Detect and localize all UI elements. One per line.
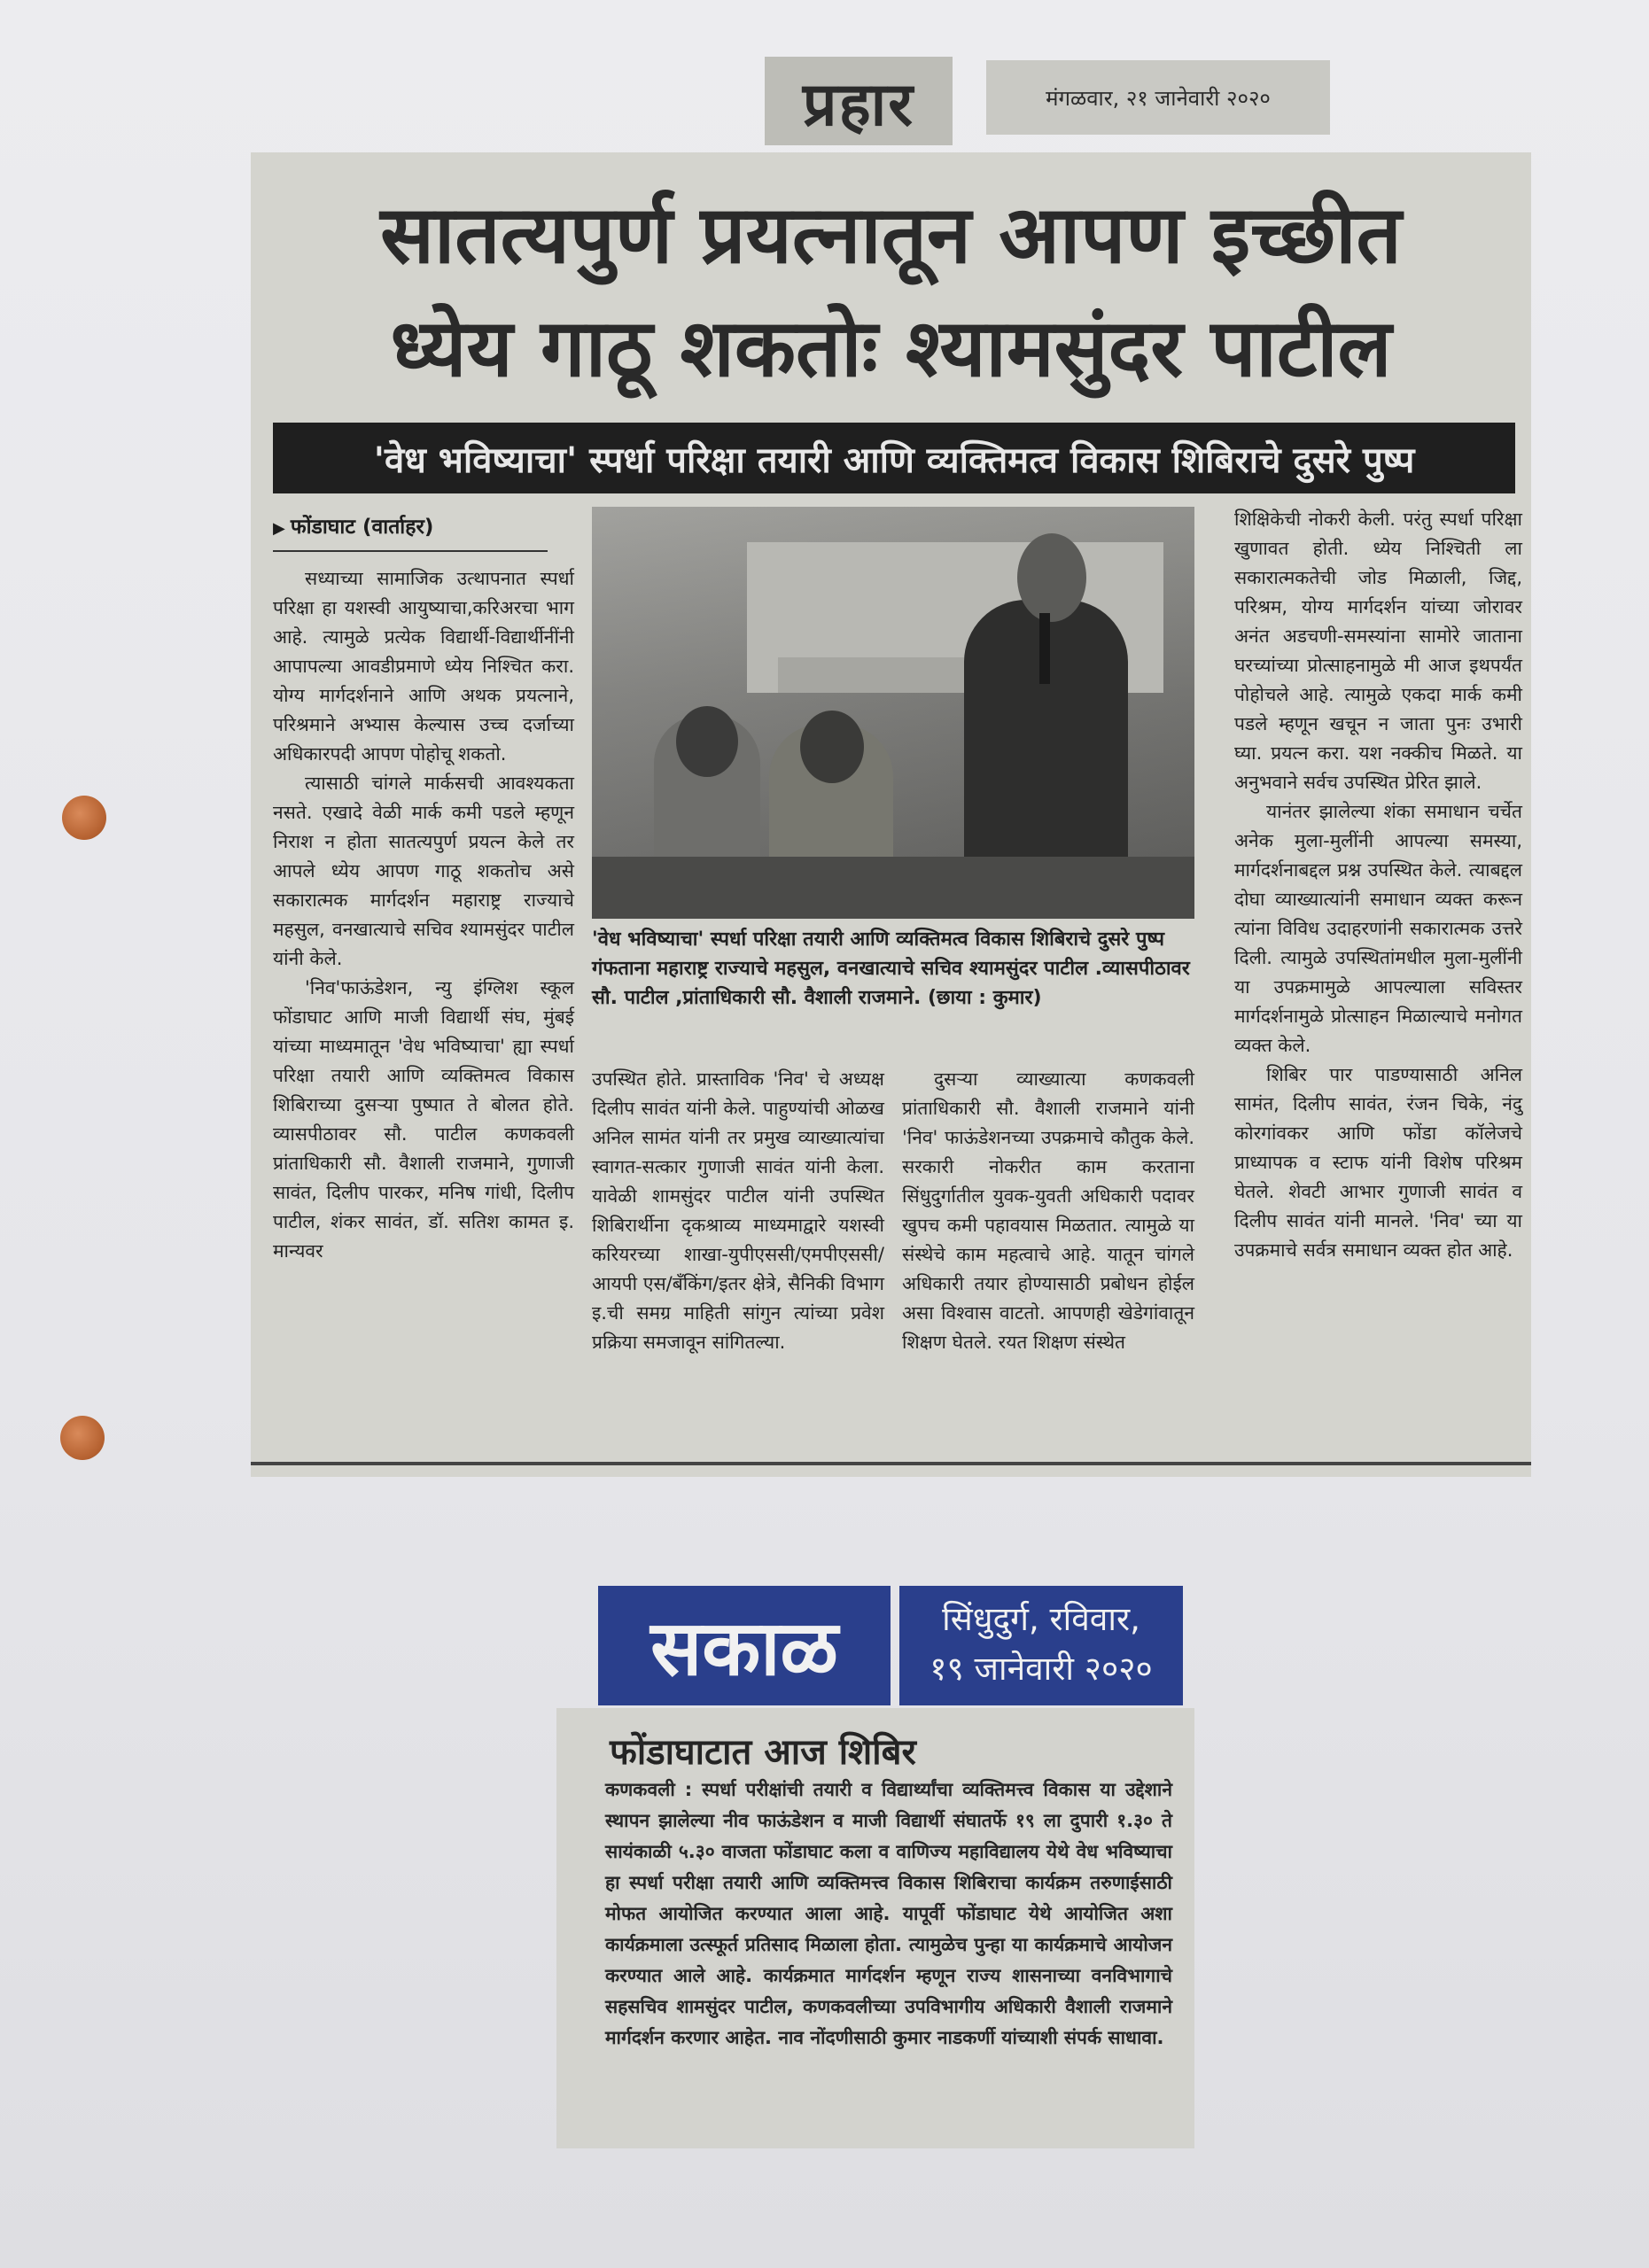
column-2 xyxy=(592,1065,884,1357)
paragraph: शिक्षिकेची नोकरी केली. परंतु स्पर्धा परिक्षा खुणावत होती. ध्येय निश्चिती ला सकारात्मकतेची जोड मिळाली, जिद्द, परिश्रम, योग्य मार्गदर्शन यांच्या जोरावर अनंत अडचणी-समस्यांना सामोरे जाताना घरच्यांच्या प्रोत्साहनामुळे मी आज इथपर्यंत पोहोचले आहे. त्यामुळे एकदा मार्क कमी पडले म्हणून खचून न जाता पुनः उभारी घ्या. प्रयत्न करा. यश नक्कीच मिळते. या अनुभवाने सर्वच उपस्थित प्रेरित झाले. xyxy=(1234,509,1522,793)
column-3 xyxy=(902,1065,1194,1357)
paragraph: शिबिर पार पाडण्यासाठी अनिल सामंत, दिलीप सावंत, रंजन चिके, नंदु कोरगांवकर आणि फोंडा कॉलेजचे प्राध्यापक व स्टाफ यांनी विशेष परिश्रम घेतले. शेवटी आभार गुणाजी सावंत व दिलीप सावंत यांनी मानले. 'निव' च्या या उपक्रमाचे सर्वत्र समाधान व्यक्त होत आहे. xyxy=(1234,1064,1522,1261)
headline xyxy=(251,179,1531,406)
triangle-icon: ▶ xyxy=(273,519,285,538)
prahar-masthead xyxy=(765,57,953,145)
prahar-masthead-text: प्रहार xyxy=(802,69,915,140)
sakal-date-line1: सिंधुदुर्ग, रविवार, xyxy=(942,1600,1140,1638)
paragraph: दुसऱ्या व्याख्यात्या कणकवली प्रांताधिकारी सौ. वैशाली राजमाने यांनी 'निव' फाऊंडेशनच्या उपक्रमाचे कौतुक केले. सरकारी नोकरीत काम करताना सिंधुदुर्गातील युवक-युवती अधिकारी पदावर खुपच कमी पहावयास मिळतात. त्यामुळे या संस्थेचे काम महत्वाचे आहे. यातून चांगले अधिकारी तयार होण्यासाठी प्रबोधन होईल असा विश्वास वाटतो. आपणही खेडेगांवातून शिक्षण घेतले. रयत शिक्षण संस्थेत xyxy=(902,1068,1194,1353)
sakal-masthead-text: सकाळ xyxy=(650,1604,838,1693)
paragraph: उपस्थित होते. प्रास्ताविक 'निव' चे अध्यक्ष दिलीप सावंत यांनी केले. पाहुण्यांची ओळख अनिल सामंत यांनी तर प्रमुख व्याख्यात्यांचा स्वागत-सत्कार गुणाजी सावंत यांनी केला. यावेळी शामसुंदर पाटील यांनी उपस्थित शिबिरार्थीना दृकश्राव्य माध्यमाद्वारे यशस्वी करियरच्या शाखा-युपीएससी/एमपीएससी/आयपी एस/बँकिंग/इतर क्षेत्रे, सैनिकी विभाग इ.ची समग्र माहिती सांगुन त्यांच्या प्रवेश प्रक्रिया समजावून सांगितल्या. xyxy=(592,1068,884,1353)
sakal-date xyxy=(899,1586,1183,1705)
sakal-date-line2: १९ जानेवारी २०२० xyxy=(930,1650,1153,1688)
microphone-icon xyxy=(1039,613,1050,684)
paragraph: त्यासाठी चांगले मार्कसची आवश्यकता नसते. एखादे वेळी मार्क कमी पडले म्हणून निराश न होता सातत्यपुर्ण प्रयत्न केले तर आपले ध्येय आपण गाठू शकतोच असे सकारात्मक मार्गदर्शन महाराष्ट्र राज्याचे महसुल, वनखात्याचे सचिव श्यामसुंदर पाटील यांनी केले. xyxy=(273,773,574,969)
dateline xyxy=(273,511,548,552)
headline-line1: सातत्यपुर्ण प्रयत्नातून आपण इच्छीत xyxy=(380,189,1402,282)
sakal-title: फोंडाघाटात आज शिबिर xyxy=(610,1732,916,1773)
photo-person-head xyxy=(800,711,864,783)
event-photo xyxy=(592,507,1194,919)
photo-table xyxy=(592,857,1194,919)
paragraph: 'निव'फाऊंडेशन, न्यु इंग्लिश स्कूल फोंडाघाट आणि माजी विद्यार्थी संघ, मुंबई यांच्या माध्यमातून 'वेध भविष्याचा' ह्या स्पर्धा परिक्षा तयारी आणि व्यक्तिमत्व विकास शिबिराच्या दुसऱ्या पुष्पात ते बोलत होते. व्यासपीठावर सौ. पाटील कणकवली प्रांताधिकारी सौ. वैशाली राजमाने, गुणाजी सावंत, दिलीप पारकर, मनिष गांधी, दिलीप पाटील, शंकर सावंत, डॉ. सतिश कामत इ. मान्यवर xyxy=(273,977,574,1262)
column-1 xyxy=(273,564,574,1266)
punch-hole xyxy=(60,1416,105,1460)
sakal-masthead xyxy=(598,1586,891,1705)
divider xyxy=(251,1462,1531,1465)
prahar-date: मंगळवार, २१ जानेवारी २०२० xyxy=(986,60,1330,135)
paragraph: सध्याच्या सामाजिक उत्थापनात स्पर्धा परिक्षा हा यशस्वी आयुष्याचा,करिअरचा भाग आहे. त्यामुळे प्रत्येक विद्यार्थी-विद्यार्थीनींनी आपापल्या आवडीप्रमाणे ध्येय निश्चित करा. योग्य मार्गदर्शनाने आणि अथक प्रयत्नाने, परिश्रमाने अभ्यास केल्यास उच्च दर्जाच्या अधिकारपदी आपण पोहोचू शकतो. xyxy=(273,568,574,765)
column-4 xyxy=(1234,505,1522,1265)
photo-person-head xyxy=(676,706,738,777)
paragraph: यानंतर झालेल्या शंका समाधान चर्चेत अनेक मुला-मुलींनी आपल्या समस्या, मार्गदर्शनाबद्दल प्रश्न उपस्थित केले. त्याबद्दल दोघा व्याख्यात्यांनी समाधान व्यक्त करून त्यांना विविध उदाहरणांनी सकारात्मक उत्तरे दिली. त्यामुळे उपस्थितांमधील मुला-मुलींनी या उपक्रमामुळे आपल्याला सविस्तर मार्गदर्शनामुळे प्रोत्साहन मिळाल्याचे मनोगत व्यक्त केले. xyxy=(1234,801,1522,1056)
sakal-clipping xyxy=(556,1708,1194,2148)
subheadline: 'वेध भविष्याचा' स्पर्धा परिक्षा तयारी आणि व्यक्तिमत्व विकास शिबिराचे दुसरे पुष्प xyxy=(273,423,1515,493)
photo-caption: 'वेध भविष्याचा' स्पर्धा परिक्षा तयारी आणि व्यक्तिमत्व विकास शिबिराचे दुसरे पुष्प गंफताना महाराष्ट्र राज्याचे महसुल, वनखात्याचे सचिव श्यामसुंदर पाटील .व्यासपीठावर सौ. पाटील ,प्रांताधिकारी सौ. वैशाली राजमाने. (छाया : कुमार) xyxy=(592,928,1190,1009)
sakal-body: कणकवली : स्पर्धा परीक्षांची तयारी व विद्यार्थ्यांचा व्यक्तिमत्त्व विकास या उद्देशाने स्थापन झालेल्या नीव फाऊंडेशन व माजी विद्यार्थी संघातर्फे १९ ला दुपारी १.३० ते सायंकाळी ५.३० वाजता फोंडाघाट कला व वाणिज्य महाविद्यालय येथे वेध भविष्याचा हा स्पर्धा परीक्षा तयारी आणि व्यक्तिमत्त्व विकास शिबिराचा कार्यक्रम तरुणाईसाठी मोफत आयोजित करण्यात आला आहे. यापूर्वी फोंडाघाट येथे आयोजित अशा कार्यक्रमाला उत्स्फूर्त प्रतिसाद मिळाला होता. त्यामुळेच पुन्हा या कार्यक्रमाचे आयोजन करण्यात आले आहे. कार्यक्रमात मार्गदर्शन म्हणून राज्य शासनाच्या वनविभागाचे सहसचिव शामसुंदर पाटील, कणकवलीच्या उपविभागीय अधिकारी वैशाली राजमाने मार्गदर्शन करणार आहेत. नाव नोंदणीसाठी कुमार नाडकर्णी यांच्याशी संपर्क साधावा. xyxy=(605,1779,1172,2048)
headline-line2: ध्येय गाठू शकतोः श्यामसुंदर पाटील xyxy=(390,302,1392,395)
dateline-text: फोंडाघाट (वार्ताहर) xyxy=(290,516,434,539)
photo-speaker-head xyxy=(1017,533,1086,622)
punch-hole xyxy=(62,796,106,840)
prahar-clipping xyxy=(251,152,1531,1477)
